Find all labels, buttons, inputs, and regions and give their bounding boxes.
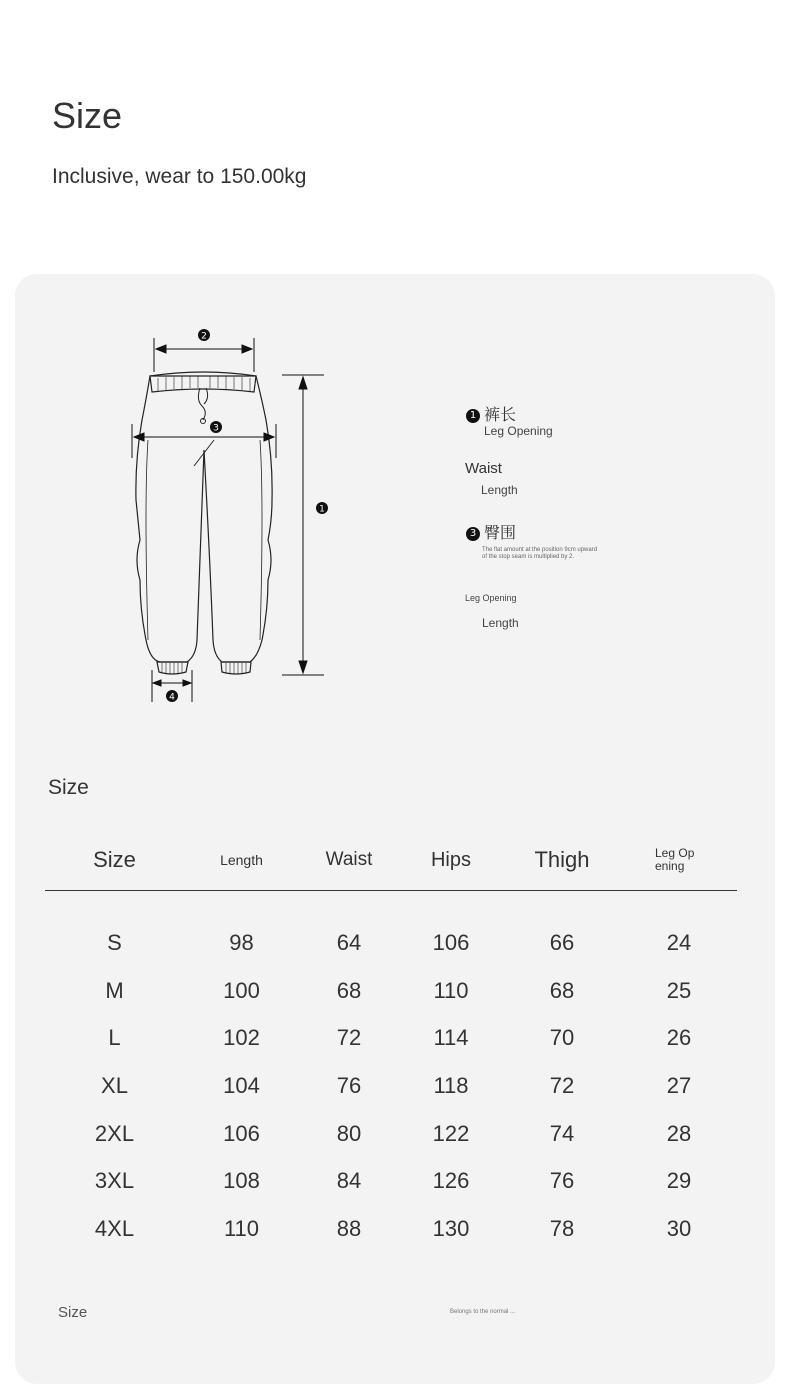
table-row [45, 1110, 737, 1158]
cell-waist: 80 [336, 1120, 362, 1146]
page-title: Size [52, 95, 123, 136]
legend-desc-length: Leg Opening [484, 424, 553, 438]
cell-waist: 76 [336, 1072, 362, 1098]
table-row [45, 1014, 737, 1062]
cell-thigh: 68 [549, 977, 575, 1003]
legend-note-line-1: The flat amount at the position 9cm upward [482, 547, 598, 553]
cell-size: M [105, 977, 124, 1003]
col-header-hips: Hips [399, 830, 503, 891]
cell-thigh: 78 [549, 1215, 575, 1241]
legend-title-hips: 臀围 [484, 525, 517, 542]
cell-waist: 68 [336, 977, 362, 1003]
cell-size: 3XL [94, 1168, 135, 1194]
legend-item-length [466, 402, 516, 425]
footer-size-label: Size [58, 1304, 88, 1321]
cell-length: 102 [223, 1025, 260, 1051]
cell-hips: 130 [432, 1215, 470, 1241]
cell-hips: 114 [433, 1025, 469, 1051]
table-row [45, 1062, 737, 1110]
legend-desc-waist: Length [481, 483, 518, 497]
cell-length: 106 [223, 1120, 260, 1146]
cell-thigh: 74 [549, 1120, 575, 1146]
cell-size: 2XL [94, 1120, 135, 1146]
table-header-row [45, 830, 737, 891]
cell-leg-opening: 30 [666, 1215, 692, 1241]
cell-thigh: 76 [549, 1168, 575, 1194]
cell-thigh: 66 [549, 929, 575, 955]
cell-hips: 118 [433, 1072, 469, 1098]
col-header-length: Length [184, 830, 299, 891]
svg-text:1: 1 [319, 504, 325, 515]
table-row [45, 1205, 737, 1253]
size-table-title: Size [48, 776, 89, 799]
cell-length: 104 [223, 1072, 260, 1098]
cell-hips: 126 [432, 1168, 470, 1194]
cell-thigh: 70 [549, 1025, 575, 1051]
svg-text:3: 3 [213, 423, 219, 434]
legend-number-3: 3 [466, 527, 480, 541]
legend-title-length: 裤长 [484, 407, 517, 424]
cell-length: 108 [223, 1168, 260, 1194]
col-header-leg-opening [621, 830, 737, 891]
cell-waist: 64 [336, 929, 362, 955]
cell-waist: 84 [336, 1168, 362, 1194]
footer-note: Belongs to the normal ... [450, 1309, 516, 1315]
cell-size: 4XL [94, 1215, 135, 1241]
legend-number-1: 1 [466, 409, 480, 423]
cell-leg-opening: 27 [666, 1072, 692, 1098]
col-header-size: Size [45, 830, 184, 891]
weight-capacity-text: Inclusive, wear to 150.00kg [52, 165, 307, 188]
cell-length: 110 [223, 1215, 260, 1241]
cell-size: S [107, 929, 122, 955]
table-row [45, 1157, 737, 1205]
legend-title-waist: Waist [465, 460, 502, 477]
size-table [45, 830, 737, 1253]
cell-length: 98 [229, 929, 254, 955]
cell-size: XL [101, 1072, 128, 1098]
cell-leg-opening: 26 [666, 1025, 692, 1051]
cell-size: L [108, 1025, 121, 1051]
cell-length: 100 [223, 977, 260, 1003]
legend-note-line-2: of the stop seam is multiplied by 2. [482, 554, 575, 560]
col-header-waist: Waist [299, 830, 399, 891]
svg-text:4: 4 [169, 692, 175, 703]
svg-text:2: 2 [201, 331, 207, 342]
cell-leg-opening: 24 [666, 929, 692, 955]
cell-waist: 88 [336, 1215, 362, 1241]
legend-desc-leg-opening: Length [482, 616, 519, 630]
legend-note-hips [482, 547, 597, 561]
col-header-leg-opening-line1: Leg Op [655, 846, 695, 860]
legend-item-hips [466, 520, 516, 543]
cell-thigh: 72 [549, 1072, 575, 1098]
col-header-thigh: Thigh [503, 830, 621, 891]
legend-title-leg-opening: Leg Opening [465, 593, 517, 603]
cell-waist: 72 [336, 1025, 362, 1051]
cell-hips: 106 [432, 929, 470, 955]
cell-leg-opening: 25 [666, 977, 692, 1003]
table-row [45, 967, 737, 1015]
cell-leg-opening: 28 [666, 1120, 692, 1146]
col-header-leg-opening-line2: ening [655, 859, 685, 873]
table-row [45, 891, 737, 967]
cell-hips: 110 [433, 977, 469, 1003]
cell-hips: 122 [432, 1120, 470, 1146]
cell-leg-opening: 29 [666, 1168, 692, 1194]
